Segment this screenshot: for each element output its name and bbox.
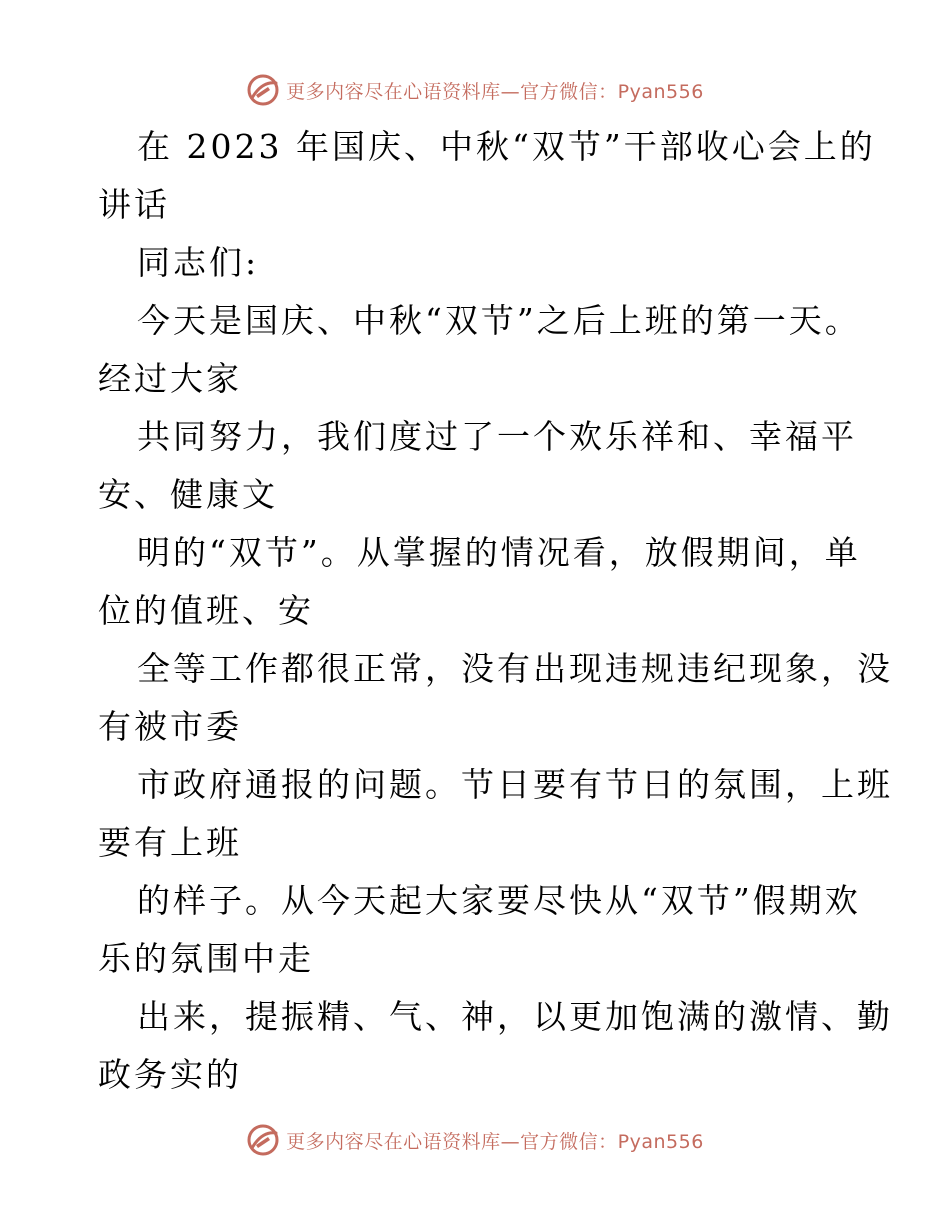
- pen-logo-icon: [246, 1123, 280, 1157]
- watermark-brand: 更多内容尽在心语资料库: [286, 1130, 501, 1153]
- paragraph-line: 的样子。从今天起大家要尽快从“双节”假期欢: [137, 881, 861, 920]
- paragraph-line: 安、健康文: [98, 475, 278, 514]
- header-watermark: [0, 70, 950, 110]
- watermark-separator: —: [500, 80, 521, 103]
- paragraph-line: 全等工作都很正常，没有出现违规违纪现象，没: [137, 649, 893, 688]
- watermark-brand: 更多内容尽在心语资料库: [286, 80, 501, 103]
- watermark-text: [286, 77, 704, 104]
- pen-logo-icon: [246, 73, 280, 107]
- footer-watermark: [0, 1120, 950, 1160]
- paragraph-line: 政务实的: [98, 1055, 242, 1094]
- paragraph-line: 今天是国庆、中秋“双节”之后上班的第一天。: [137, 301, 861, 340]
- document-title-line-1: 在 2023 年国庆、中秋“双节”干部收心会上的: [137, 127, 876, 166]
- paragraph-line: 有被市委: [98, 707, 242, 746]
- watermark-text: [286, 1127, 704, 1154]
- paragraph-line: 出来，提振精、气、神，以更加饱满的激情、勤: [137, 997, 893, 1036]
- paragraph-line: 明的“双节”。从掌握的情况看，放假期间，单: [137, 533, 861, 572]
- paragraph-line: 要有上班: [98, 823, 242, 862]
- paragraph-line: 经过大家: [98, 359, 242, 398]
- watermark-wechat: 官方微信：Pyan556: [520, 80, 704, 103]
- salutation: 同志们:: [137, 243, 260, 282]
- paragraph-line: 共同努力，我们度过了一个欢乐祥和、幸福平: [137, 417, 857, 456]
- paragraph-line: 乐的氛围中走: [98, 939, 314, 978]
- paragraph-line: 市政府通报的问题。节日要有节日的氛围，上班: [137, 765, 893, 804]
- watermark-separator: —: [500, 1130, 521, 1153]
- watermark-wechat: 官方微信：Pyan556: [520, 1130, 704, 1153]
- document-title-line-2: 讲话: [98, 185, 170, 224]
- paragraph-line: 位的值班、安: [98, 591, 314, 630]
